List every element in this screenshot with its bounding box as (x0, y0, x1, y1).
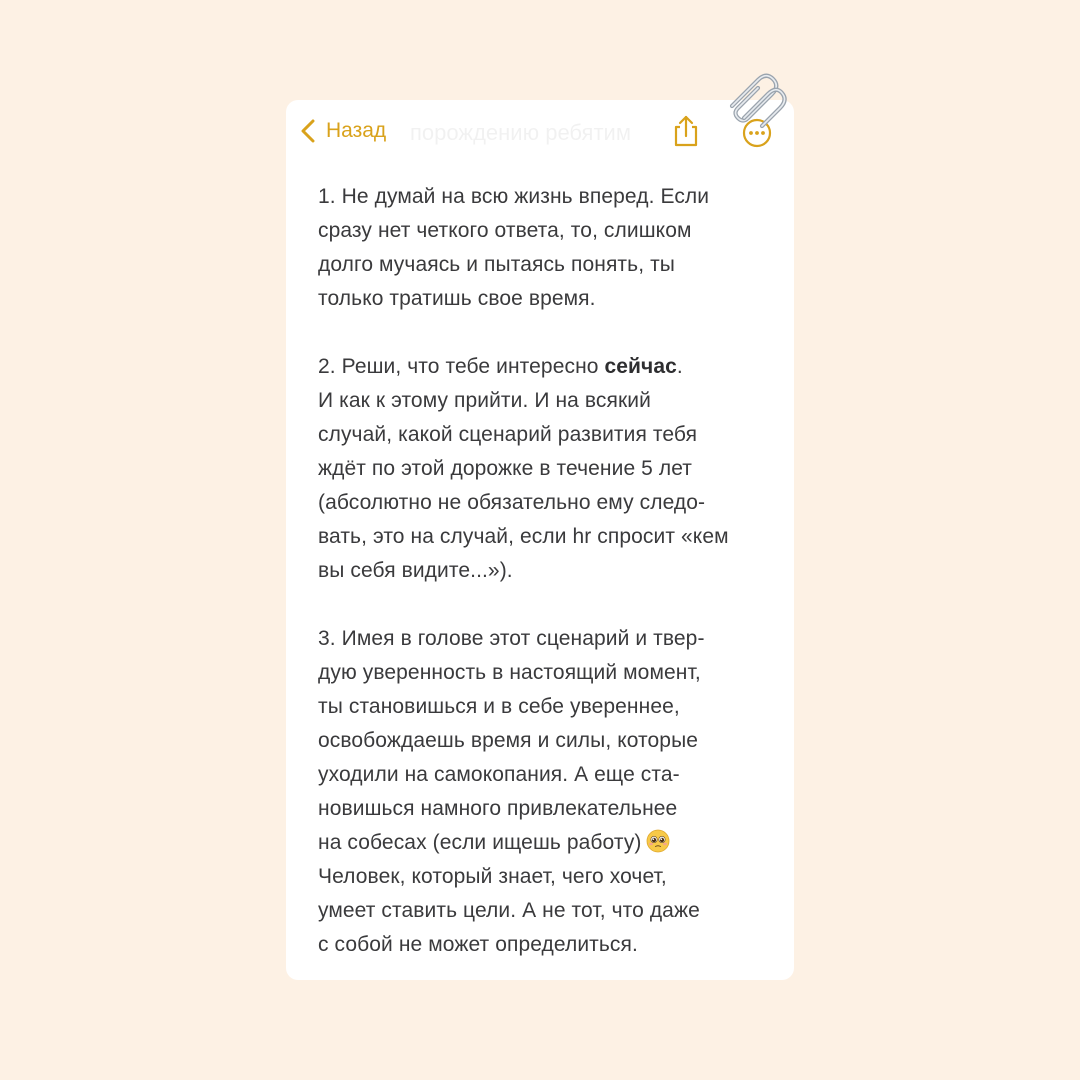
text-line: умеет ставить цели. А не тот, что даже (318, 899, 700, 922)
text-line: долго мучаясь и пытаясь понять, ты (318, 253, 675, 276)
note-body (318, 180, 768, 962)
bold-word: сейчас (604, 355, 677, 378)
note-card (286, 100, 794, 980)
text-line: сразу нет четкого ответа, то, слишком (318, 219, 692, 242)
text-line: новишься намного привлекательнее (318, 797, 678, 820)
toolbar (286, 100, 794, 162)
back-button[interactable] (298, 116, 386, 146)
paragraph-3 (318, 622, 768, 962)
text-line: ты становишься и в себе увереннее, (318, 695, 680, 718)
text-line: только тратишь свое время. (318, 287, 596, 310)
text-line: Человек, который знает, чего хочет, (318, 865, 667, 888)
text-line: с собой не может определиться. (318, 933, 638, 956)
text-line: вы себя видите...»). (318, 559, 513, 582)
paperclip-icon (722, 68, 790, 134)
text-line (318, 826, 768, 860)
share-icon[interactable] (671, 114, 701, 148)
ghost-title: порождению ребятим (410, 120, 631, 145)
chevron-left-icon (298, 118, 318, 144)
text-run: . (676, 355, 683, 378)
back-label: Назад (326, 119, 387, 142)
text-line: вать, это на случай, если hr спросит «кем (318, 525, 729, 548)
text-line: (абсолютно не обязательно ему следо- (318, 491, 706, 514)
paragraph-1 (318, 180, 768, 316)
text-run: 2. Реши, что тебе интересно (318, 355, 605, 378)
paragraph-2 (318, 350, 768, 588)
text-line (318, 350, 768, 384)
pleading-face-emoji-icon (646, 829, 670, 853)
text-line: 3. Имея в голове этот сценарий и твер- (318, 627, 705, 650)
text-line: 1. Не думай на всю жизнь вперед. Если (318, 185, 710, 208)
text-line: И как к этому прийти. И на всякий (318, 389, 651, 412)
text-line: дую уверенность в настоящий момент, (318, 661, 701, 684)
text-line: освобождаешь время и силы, которые (318, 729, 699, 752)
text-run: на собесах (если ищешь работу) (318, 831, 642, 854)
text-line: ждёт по этой дорожке в течение 5 лет (318, 457, 693, 480)
text-line: случай, какой сценарий развития тебя (318, 423, 698, 446)
text-line: уходили на самокопания. А еще ста- (318, 763, 680, 786)
